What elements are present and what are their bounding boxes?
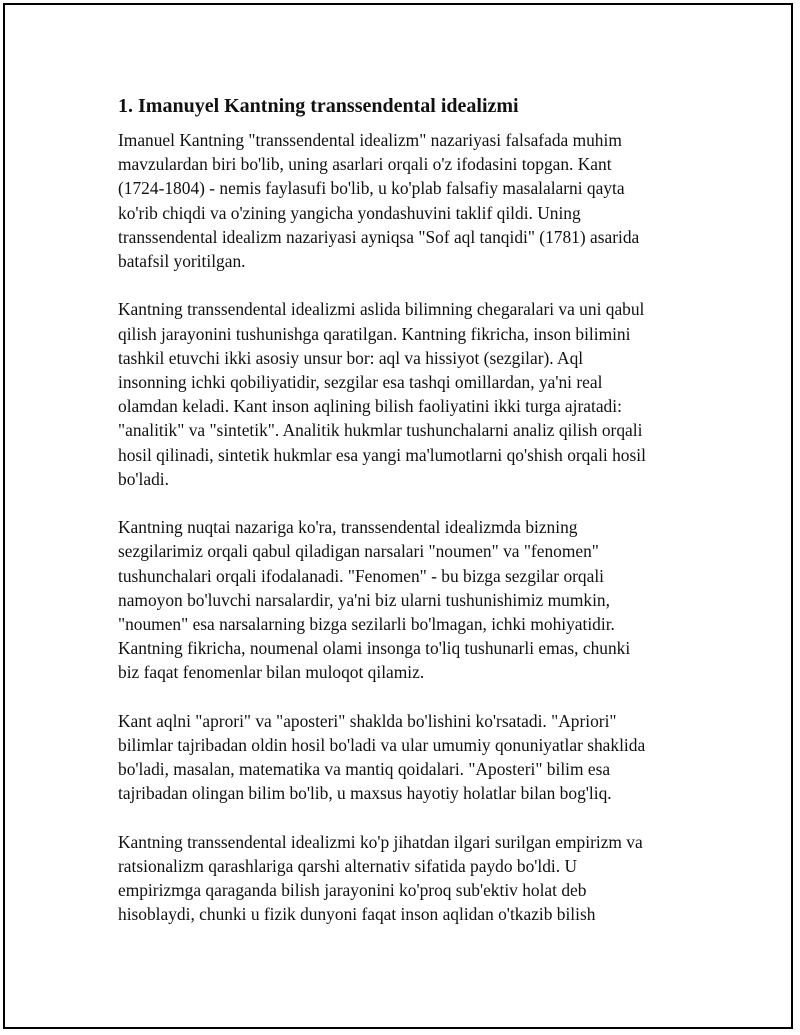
text-line: sezgilarimiz orqali qabul qiladigan narsalari "noumen" va "fenomen"	[118, 541, 599, 562]
text-line: tashkil etuvchi ikki asosiy unsur bor: aql va hissiyot (sezgilar). Aql	[118, 347, 584, 368]
text-line: Kantning transsendental idealizmi ko'p jihatdan ilgari surilgan empirizm va	[118, 831, 643, 852]
text-line: mavzulardan biri bo'lib, uning asarlari orqali o'z ifodasini topgan. Kant	[118, 154, 612, 175]
paragraph-5	[118, 830, 684, 927]
text-line: hisoblaydi, chunki u fizik dunyoni faqat inson aqlidan o'tkazib bilish	[118, 904, 596, 925]
paragraph-2	[118, 297, 684, 491]
text-line: Kantning transsendental idealizmi aslida bilimning chegaralari va uni qabul	[118, 299, 645, 320]
text-line: tushunchalari orqali ifodalanadi. "Fenomen" - bu bizga sezgilar orqali	[118, 565, 605, 586]
document-body	[118, 93, 684, 951]
text-line: ko'rib chiqdi va o'zining yangicha yondashuvini taklif qildi. Uning	[118, 202, 581, 223]
text-line: bo'ladi, masalan, matematika va mantiq qoidalari. "Aposteri" bilim esa	[118, 759, 611, 780]
paragraph-1	[118, 128, 684, 273]
text-line: Imanuel Kantning "transsendental idealizm" nazariyasi falsafada muhim	[118, 130, 622, 150]
text-line: "noumen" esa narsalarning bizga sezilarli bo'lmagan, ichki mohiyatidir.	[118, 614, 615, 635]
section-heading: 1. Imanuyel Kantning transsendental idealizmi	[118, 95, 519, 117]
paragraph-4	[118, 709, 684, 806]
text-line: hosil qilinadi, sintetik hukmlar esa yangi ma'lumotlarni qo'shish orqali hosil	[118, 444, 646, 465]
text-line: bo'ladi.	[118, 468, 169, 489]
paragraph-3	[118, 515, 684, 684]
text-line: bilimlar tajribadan oldin hosil bo'ladi va ular umumiy qonuniyatlar shaklida	[118, 735, 646, 756]
text-line: Kant aqlni "aprori" va "aposteri" shaklda bo'lishini ko'rsatadi. "Apriori"	[118, 710, 617, 731]
text-line: insonning ichki qobiliyatidir, sezgilar esa tashqi omillardan, ya'ni real	[118, 372, 603, 393]
text-line: namoyon bo'luvchi narsalardir, ya'ni biz ularni tushunishimiz mumkin,	[118, 589, 610, 610]
text-line: qilish jarayonini tushunishga qaratilgan. Kantning fikricha, inson bilimini	[118, 323, 631, 344]
text-line: ratsionalizm qarashlariga qarshi alternativ sifatida paydo bo'ldi. U	[118, 856, 578, 877]
text-line: "analitik" va "sintetik". Analitik hukmlar tushunchalarni analiz qilish orqali	[118, 420, 643, 441]
text-line: olamdan keladi. Kant inson aqlining bilish faoliyatini ikki turga ajratadi:	[118, 396, 622, 417]
text-line: batafsil yoritilgan.	[118, 251, 246, 272]
text-line: tajribadan olingan bilim bo'lib, u maxsus hayotiy holatlar bilan bog'liq.	[118, 783, 612, 804]
text-line: Kantning nuqtai nazariga ko'ra, transsendental idealizmda bizning	[118, 517, 578, 538]
text-line: biz faqat fenomenlar bilan muloqot qilamiz.	[118, 662, 425, 683]
text-line: empirizmga qaraganda bilish jarayonini ko'proq sub'ektiv holat deb	[118, 880, 587, 901]
text-line: transsendental idealizm nazariyasi ayniqsa "Sof aql tanqidi" (1781) asarida	[118, 226, 640, 247]
text-line: (1724-1804) - nemis faylasufi bo'lib, u ko'plab falsafiy masalalarni qayta	[118, 178, 625, 199]
text-line: Kantning fikricha, noumenal olami insonga to'liq tushunarli emas, chunki	[118, 638, 631, 659]
